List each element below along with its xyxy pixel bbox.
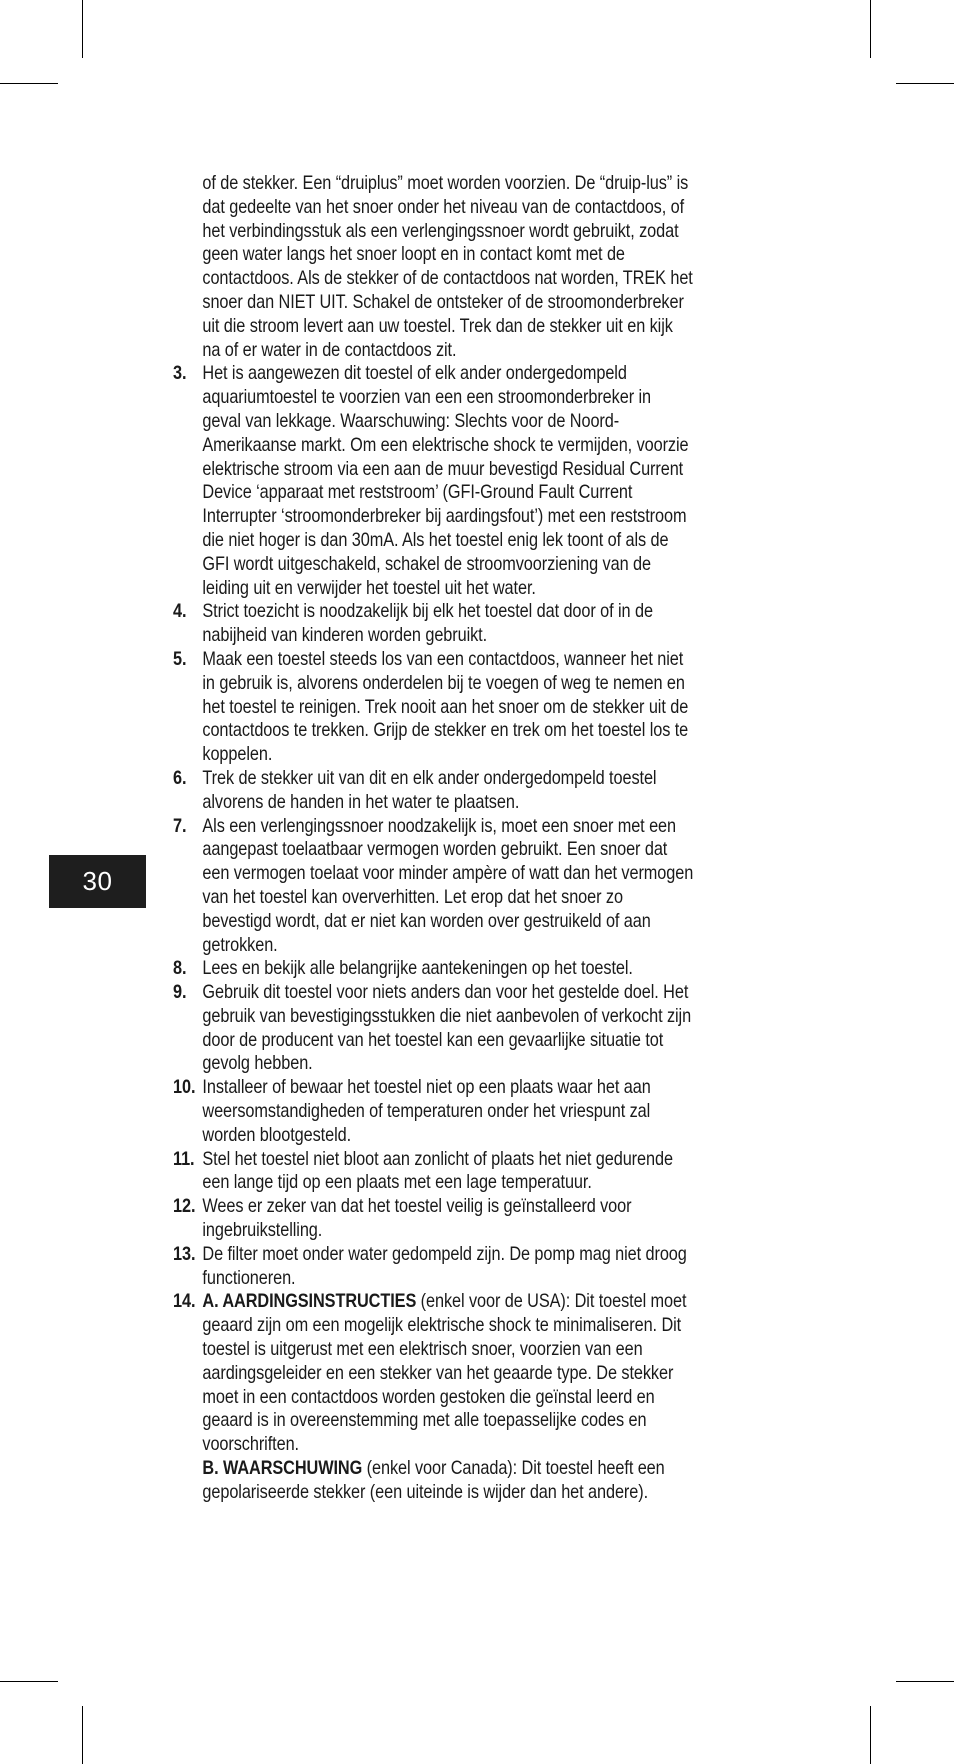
crop-mark-top-left-vertical <box>82 0 83 58</box>
item-text: Het is aangewezen dit toestel of elk ander ondergedompeld aquariumtoestel te voorzien van een een stroomonderbreker in geval van lekkage. Waarschuwing: Slechts voor de Noord-Amerikaanse markt. Om een elektrische shock te vermijden, voorzie elektrische stroom via een aan de muur bevestigd Residual Current Device ‘apparaat met reststroom’ (GFI-Ground Fault Current Interrupter ‘stroomonderbreker bij aardingsfout’) met een reststroom die niet hoger is dan 30mA. Als het toestel enig lek toont of als de GFI wordt uitgeschakeld, schakel de stroomvoorziening van de leiding uit en verwijder het toestel uit het water. <box>202 362 689 599</box>
list-item <box>173 1243 694 1291</box>
item-number: 11. <box>173 1147 195 1170</box>
safety-instructions <box>173 172 694 1505</box>
item-text: Stel het toestel niet bloot aan zonlicht of plaats het niet gedurende een lange tijd op een plaats met een lage temperatuur. <box>202 1147 673 1194</box>
list-item <box>173 981 694 1076</box>
item-text: Installeer of bewaar het toestel niet op een plaats waar het aan weersomstandigheden of temperaturen onder het vriespunt zal worden blootgesteld. <box>202 1076 651 1146</box>
crop-mark-bottom-right-vertical <box>870 1706 871 1764</box>
list-item <box>173 362 694 600</box>
warning-heading: B. WAARSCHUWING <box>202 1457 363 1480</box>
warning-text: (enkel voor Canada): Dit toestel heeft een gepolariseerde stekker (een uiteinde is wijder dan het andere). <box>202 1457 665 1503</box>
item-text: Gebruik dit toestel voor niets anders dan voor het gestelde doel. Het gebruik van bevestigingsstukken die niet aanbevolen of verkocht zijn door de producent van het toestel kan een gevaarlijke situatie tot gevolg hebben. <box>202 981 692 1075</box>
item-number: 14. <box>173 1290 196 1313</box>
item-number: 13. <box>173 1242 196 1265</box>
item-number: 9. <box>173 981 187 1004</box>
item-text: Maak een toestel steeds los van een contactdoos, wanneer het niet in gebruik is, alvorens onderdelen bij te voegen of weg te nemen en het toestel te reinigen. Trek nooit aan het snoer om de stekker uit de contactdoos te trekken. Grijp de stekker en trek om het toestel los te koppelen. <box>202 647 689 766</box>
crop-mark-top-right-vertical <box>870 0 871 58</box>
item-text: De filter moet onder water gedompeld zijn. De pomp mag niet droog functioneren. <box>202 1242 687 1289</box>
item-text: Strict toezicht is noodzakelijk bij elk het toestel dat door of in de nabijheid van kinderen worden gebruikt. <box>202 600 653 647</box>
page-number-tab <box>49 855 146 908</box>
list-item <box>173 815 694 958</box>
canada-warning <box>202 1457 693 1505</box>
item-number: 6. <box>173 766 187 789</box>
grounding-heading: A. AARDINGSINSTRUCTIES <box>202 1290 417 1313</box>
item-number: 3. <box>173 362 187 385</box>
item-number: 8. <box>173 957 187 980</box>
list-item <box>173 767 694 815</box>
grounding-instructions <box>202 1290 693 1457</box>
item-number: 4. <box>173 600 187 623</box>
intro-paragraph: of de stekker. Een “druiplus” moet worden voorzien. De “druip-lus” is dat gedeelte van het snoer onder het niveau van de contactdoos, of het verbindingsstuk als een verlengingssnoer wordt gebruikt, zodat geen water langs het snoer loopt en in contact komt met de contactdoos. Als de stekker of de contactdoos nat worden, TREK het snoer dan NIET UIT. Schakel de ontsteker of de stroomonderbreker uit die stroom levert aan uw toestel. Trek dan de stekker uit en kijk na of er water in de contactdoos zit. <box>202 172 693 361</box>
item-number: 5. <box>173 647 187 670</box>
item-text: Wees er zeker van dat het toestel veilig is geïnstalleerd voor ingebruikstelling. <box>202 1195 632 1242</box>
item-text: Trek de stekker uit van dit en elk ander ondergedompeld toestel alvorens de handen in het water te plaatsen. <box>202 766 657 813</box>
list-item-grounding <box>173 1290 694 1504</box>
list-item <box>173 600 694 648</box>
item-number: 7. <box>173 814 187 837</box>
crop-mark-top-left-horizontal <box>0 83 58 84</box>
crop-mark-bottom-right-horizontal <box>896 1681 954 1682</box>
item-text: Als een verlengingssnoer noodzakelijk is, moet een snoer met een aangepast toelaatbaar vermogen worden gebruikt. Een snoer dat een vermogen toelaat voor minder ampère of watt dan het vermogen van het toestel kan oververhitten. Let erop dat het snoer zo bevestigd wordt, dat er niet kan worden over gestruikeld of aan getrokken. <box>202 814 694 956</box>
crop-mark-bottom-left-vertical <box>82 1706 83 1764</box>
list-item <box>173 957 694 981</box>
list-item <box>173 648 694 767</box>
list-item <box>173 1195 694 1243</box>
item-number: 12. <box>173 1195 196 1218</box>
page-number: 30 <box>82 866 113 896</box>
list-item <box>173 1076 694 1147</box>
crop-mark-top-right-horizontal <box>896 83 954 84</box>
grounding-text: (enkel voor de USA): Dit toestel moet geaard zijn om een mogelijk elektrische shock te minimaliseren. Dit toestel is uitgerust met een elektrisch snoer, voorzien van een aardingsgeleider en een stekker van het geaarde type. De stekker moet in een contactdoos worden gestoken die geïnstal leerd en geaard is in overeenstemming met alle toepasselijke codes en voorschriften. <box>202 1290 687 1456</box>
crop-mark-bottom-left-horizontal <box>0 1681 58 1682</box>
item-number: 10. <box>173 1076 196 1099</box>
item-text <box>202 1290 693 1504</box>
item-text: Lees en bekijk alle belangrijke aantekeningen op het toestel. <box>202 957 633 980</box>
list-item <box>173 1148 694 1196</box>
